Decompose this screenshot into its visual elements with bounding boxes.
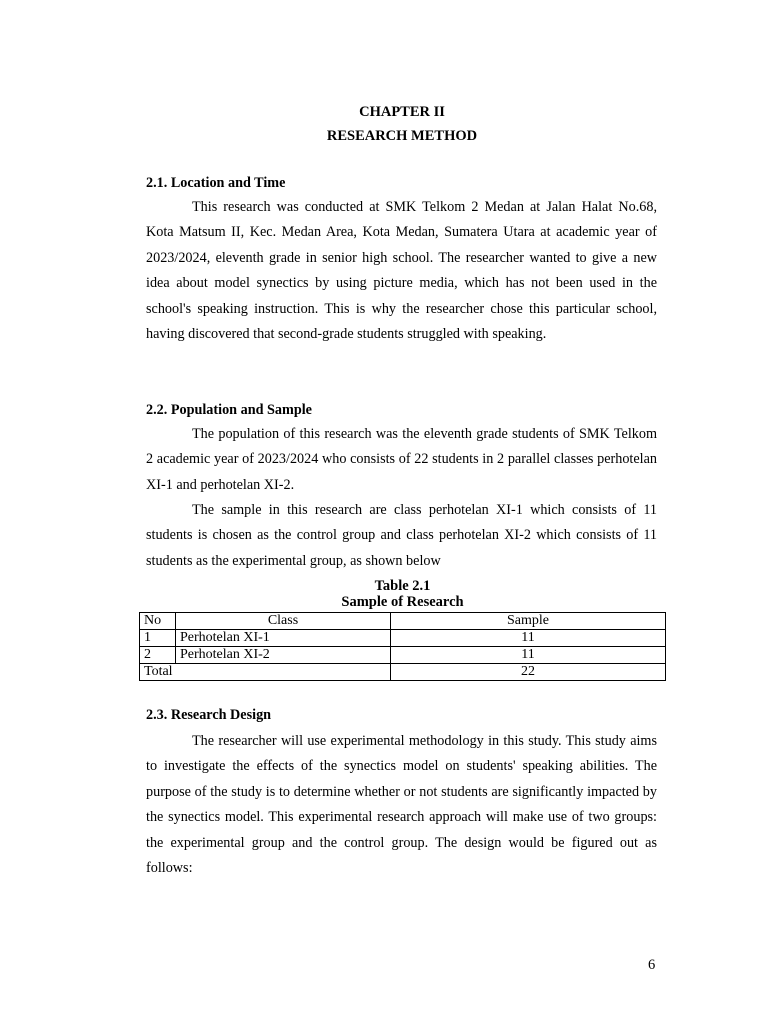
chapter-number: CHAPTER II [359,104,445,120]
cell-no: 2 [140,647,176,664]
total-label: Total [140,664,391,681]
chapter-title: RESEARCH METHOD [326,128,478,144]
header-class: Class [176,613,391,630]
sample-table [139,612,666,681]
table-title: Sample of Research [341,594,464,610]
header-sample: Sample [391,613,666,630]
cell-no: 1 [140,630,176,647]
table-label: Table 2.1 [374,578,431,594]
cell-sample: 11 [391,647,666,664]
table-header-row [140,613,666,630]
paragraph-location-time: This research was conducted at SMK Telkom 2 Medan at Jalan Halat No.68, Kota Matsum II, Kec. Medan Area, Kota Medan, Sumatera Utara at academic year of 2023/2024, eleventh grade in senior high school. The researcher wanted to give a new idea about model synectics by using picture media, which has not been used in the school's speaking instruction. This is why the researcher chose this particular school, having discovered that second-grade students struggled with speaking. [146,199,657,343]
cell-class: Perhotelan XI-1 [176,630,391,647]
paragraph-population: The population of this research was the eleventh grade students of SMK Telkom 2 academic year of 2023/2024 who consists of 22 students in 2 parallel classes perhotelan XI-1 and perhotelan XI-2. [146,426,657,493]
cell-sample: 11 [391,630,666,647]
cell-class: Perhotelan XI-2 [176,647,391,664]
table-total-row [140,664,666,681]
table-row [140,630,666,647]
total-value: 22 [391,664,666,681]
paragraph-research-design: The researcher will use experimental methodology in this study. This study aims to investigate the effects of the synectics model on students' speaking abilities. The purpose of the study is to determine whether or not students are significantly impacted by the synectics model. This experimental research approach will make use of two groups: the experimental group and the control group. The design would be figured out as follows: [146,733,657,877]
section-heading-population-sample: 2.2. Population and Sample [146,402,312,418]
section-heading-location-time: 2.1. Location and Time [146,175,286,191]
section-heading-research-design: 2.3. Research Design [146,707,272,723]
page-number: 6 [648,957,656,973]
table-row [140,647,666,664]
paragraph-sample: The sample in this research are class perhotelan XI-1 which consists of 11 students is chosen as the control group and class perhotelan XI-2 which consists of 11 students as the experimental group, as shown below [146,502,657,569]
header-no: No [140,613,176,630]
